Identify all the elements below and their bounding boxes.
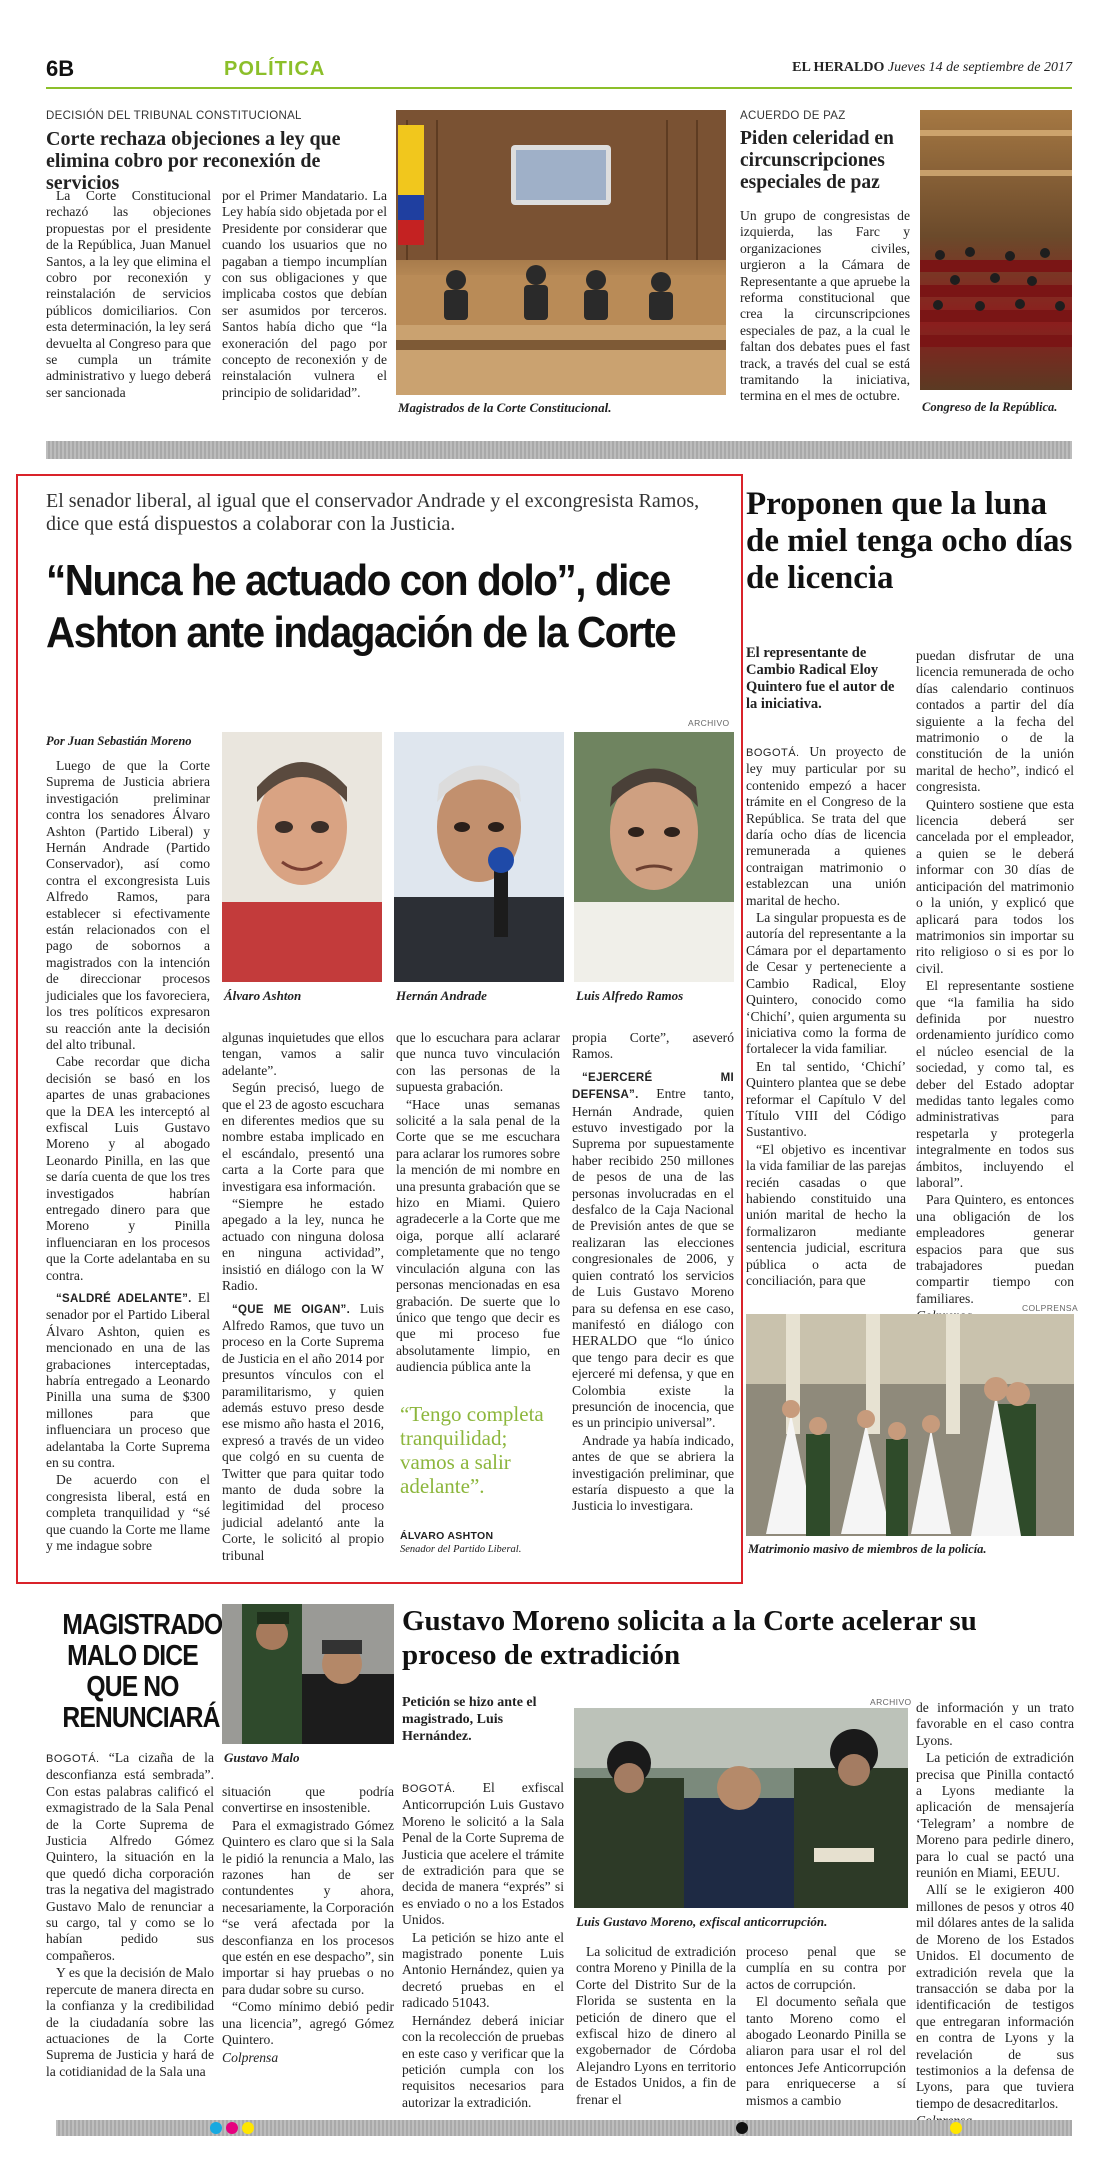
byline-author: Por Juan Sebastián Moreno <box>46 734 192 748</box>
paragraph: propia Corte”, aseveró Ramos. <box>572 1030 734 1062</box>
paragraph: Un grupo de congresistas de izquierda, las Farc y organizaciones civiles, urgieron a la Cámara de Representante a que apruebe la reforma constitucional que crea la circunscripciones especiales de paz, a la cual le faltan dos debates pues el fast track, a través del cual se está tramitando la iniciativa, termina en el mes de octubre. <box>740 208 910 404</box>
article-column <box>402 1780 564 2110</box>
print-register-bar <box>56 2120 1072 2136</box>
photo-credit: ARCHIVO <box>688 718 730 728</box>
subhead: “QUE ME OIGAN”. <box>232 1303 351 1316</box>
court-illustration <box>396 110 726 395</box>
photo-caption: Álvaro Ashton <box>224 988 302 1003</box>
paragraph: De acuerdo con el congresista liberal, está en completa tranquilidad y “sé que cuando la Corte me llame y me indague sobre <box>46 1472 210 1554</box>
paragraph: “Siempre he estado apegado a la ley, nunca he actuado con ninguna dolosa en ninguna actividad”, insistió en diálogo con la W Radio. <box>222 1196 384 1294</box>
photo-caption: Luis Gustavo Moreno, exfiscal anticorrupción. <box>576 1914 828 1929</box>
photo-congress <box>920 110 1072 390</box>
paragraph: Andrade ya había indicado, antes de que se abriera la investigación preliminar, que estaría dispuesto a que la Justicia lo investigara. <box>572 1432 734 1514</box>
kicker: DECISIÓN DEL TRIBUNAL CONSTITUCIONAL <box>46 110 302 122</box>
deck: El senador liberal, al igual que el conservador Andrade y el excongresista Ramos, dice que está dispuestos a colaborar con la Justicia. <box>46 490 700 535</box>
paragraph: Para Quintero, es entonces una obligación de los empleadores generar espacios para que sus trabajadores puedan compartir tiempo con familiares. <box>916 1192 1074 1306</box>
dateline: BOGOTÁ. <box>746 747 800 759</box>
portrait-illustration <box>574 732 734 982</box>
portrait-illustration <box>394 732 564 982</box>
pull-quote-role: Senador del Partido Liberal. <box>400 1544 522 1555</box>
paragraph: “Hace unas semanas solicité a la sala penal de la Corte que se me escuchara para aclarar los rumores sobre la mención de mi nombre en una presunta grabación que se hizo en Miami. Quiero agradecerle a la Corte que me oiga, porque allí aclararé completamente que no tengo vinculación alguna con las personas mencionadas en esa grabación. De suerte que lo único que tengo que decir es que mi proceso fue absolutamente limpio, en audiencia pública ante la <box>396 1096 560 1375</box>
paragraph: El documento señala que tanto Moreno como el abogado Leonardo Pinilla se aliaron para usar el rol del entonces Jefe Anticorrupción para enriquecerse a sí mismos a cambio <box>746 1994 906 2108</box>
paragraph: Luego de que la Corte Suprema de Justicia abriera investigación preliminar contra los senadores Álvaro Ashton (Partido Liberal) y Hernán Andrade (Partido Conservador), así como contra el excongresista Luis Alfredo Ramos, para establecer si efectivamente están relacionados con el pago de sobornos a magistrados con la intención de direccionar procesos judiciales que los favoreciera, los tres políticos expresaron su reacción ante la decisión del alto tribunal. <box>46 758 210 1052</box>
paragraph: situación que podría convertirse en insostenible. <box>222 1784 394 1816</box>
main-headline: “Nunca he actuado con dolo”, dice Ashton ante indagación de la Corte <box>46 556 676 657</box>
portrait-illustration <box>222 732 382 982</box>
paragraph: Un proyecto de ley muy particular por su contenido empezó a hacer trámite en el Congreso de la República. Se trata del que daría ocho días de licencia remunerada a quienes contraigan matrimonio o establezcan una unión marital de hecho. <box>746 744 906 908</box>
article-column <box>572 1030 734 1575</box>
paragraph: “El objetivo es incentivar la vida familiar de las parejas recién casadas o que habiendo constituido una unión marital de hecho la formalizaron mediante sentencia judicial, escritura pública o acta de conciliación, para que <box>746 1141 906 1288</box>
deck: Petición se hizo ante el magistrado, Luis Hernández. <box>402 1695 537 1744</box>
paragraph: Quintero sostiene que esta licencia deberá ser cancelada por el empleador, a quien se le deberá informar con 30 días de anticipación del matrimonio o la unión, y explicó que aplicará para todos los matrimonios sin importar su rito religioso o si es por lo civil. <box>916 796 1074 976</box>
paragraph: de información y un trato favorable en el caso contra Lyons. <box>916 1700 1074 1748</box>
header-rule <box>46 87 1072 89</box>
article-column <box>916 648 1074 1306</box>
paragraph: que lo escuchara para aclarar que nunca tuvo vinculación con las personas de la supuesta grabación. <box>396 1030 560 1095</box>
article-column <box>46 188 211 428</box>
registration-marks <box>210 2122 270 2134</box>
photo-hernan-andrade <box>394 732 564 982</box>
paragraph: El exfiscal Anticorrupción Luis Gustavo Moreno le solicitó a la Sala Penal de la Corte Suprema de Justicia que acelere el trámite de extradición para que se decida de manera “exprés” si es enviado o no a los Estados Unidos. <box>402 1780 564 1928</box>
photo-credit: ARCHIVO <box>870 1697 912 1707</box>
paragraph: Allí se le exigieron 400 millones de pesos y otros 40 mil dólares antes de la salida de Moreno de los Estados Unidos. El documento de extradición revela que la transacción se daba por la identificación de testigos que entregaran información en contra de Lyons y la revelación de sus testimonios a la defensa de Lyons, para que tuviera tiempo de desacreditarlos. <box>916 1882 1074 2111</box>
paragraph: El senador por el Partido Liberal Álvaro Ashton, quien es mencionado en una de las grabaciones interceptadas, habría entregado a Leonardo Pinilla una suma de $300 millones para que influenciara un proceso que adelantaba la Corte Suprema en su contra. <box>46 1290 210 1471</box>
dateline: BOGOTÁ. <box>46 1753 100 1765</box>
article-column <box>746 1944 906 2108</box>
paragraph: Hernández deberá iniciar con la recolección de pruebas en este caso y verificar que la petición cumpla con los requisitos necesarios para autorizar la extradición. <box>402 2012 564 2110</box>
photo-caption: Congreso de la República. <box>922 400 1058 414</box>
headline: MAGISTRADO MALO DICE QUE NO RENUNCIARÁ <box>62 1609 223 1734</box>
signature: Colprensa <box>222 2049 279 2065</box>
photo-caption: Gustavo Malo <box>224 1750 300 1765</box>
paragraph: En tal sentido, ‘Chichí’ Quintero plantea que se debe reformar el Capítulo V del Título VIII del Código Sustantivo. <box>746 1058 906 1140</box>
paragraph: La singular propuesta es de autoría del representante a la Cámara por el departamento de Cesar y perteneciente a Cambio Radical, Eloy Quintero, conocido como ‘Chichí’, quien argumenta su iniciativa como la forma de fortalecer la vida familiar. <box>746 910 906 1057</box>
paragraph: La petición se hizo ante el magistrado ponente Luis Antonio Hernández, quien ya decretó pruebas en el radicado 51043. <box>402 1929 564 2011</box>
photo-alvaro-ashton <box>222 732 382 982</box>
article-column <box>576 1944 736 2107</box>
photo-gustavo-malo <box>222 1604 394 1744</box>
paragraph: Para el exmagistrado Gómez Quintero es claro que si la Sala le pidió la renuncia a Malo, las razones han de ser contundentes y ahora, necesariamente, la Corporación “se verá afectada por la desconfianza en los procesos que estén en ese despacho”, sin importar si hay pruebas o no para dudar sobre su curso. <box>222 1817 394 1997</box>
paragraph: “La cizaña de la desconfianza está sembrada”. Con estas palabras calificó el exmagistrado de la Sala Penal de la Corte Suprema de Justicia Alfredo Gómez Quintero, la situación en la que quedó dicha corporación tras la negativa del magistrado Gustavo Malo de renunciar a su cargo, tal y como se lo habían pedido sus compañeros. <box>46 1750 214 1963</box>
paragraph: puedan disfrutar de una licencia remunerada de ocho días calendario continuos contados a partir del día siguiente a la fecha del matrimonio o de la constitución de la unión marital de hecho”, indicó el congresista. <box>916 648 1074 795</box>
article-column <box>396 1030 560 1375</box>
paragraph: por el Primer Mandatario. La Ley había sido objetada por el Presidente por considerar que cuando los usuarios que no pagaban a tiempo incumplían con sus obligaciones y que implicaba costos que debían ser asumidos por terceros. Santos había dicho que “la exoneración del pago por concepto de reconexión y de reinstalación vulnera el principio de solidaridad”. <box>222 188 387 400</box>
paragraph: Luis Alfredo Ramos, que tuvo un proceso en la Corte Suprema de Justicia en el año 2014 por presuntos vínculos con el paramilitarismo, y quien además estuvo preso desde ese mismo año hasta el 2016, expresó a través de un video que colgó en su cuenta de Twitter que para quitar todo manto de duda sobre la legitimidad del proceso judicial adelantó ante la Corte, le solicitó al propio tribunal <box>222 1300 385 1563</box>
photo-luis-gustavo-moreno <box>574 1708 908 1908</box>
article-column <box>222 1784 394 2084</box>
photo-caption: Magistrados de la Corte Constitucional. <box>398 400 612 415</box>
paragraph: Y es que la decisión de Malo repercute de manera directa en la confianza y la credibilidad de la ciudadanía sobre las actuaciones de la Corte Suprema de Justicia y hará de la cotidianidad de la Sala una <box>46 1965 214 2079</box>
magenta-dot <box>226 2122 238 2134</box>
paragraph: proceso penal que se cumplía en su contra por actos de corrupción. <box>746 1944 906 1992</box>
article-column <box>916 1700 1074 2111</box>
headline: Piden celeridad en circunscripciones especiales de paz <box>740 128 894 193</box>
police-escort-illustration <box>574 1708 908 1908</box>
yellow-dot <box>242 2122 254 2134</box>
paragraph: Según precisó, luego de que el 23 de agosto escuchara en diferentes medios que su nombre estaba implicado en el escándalo, presentó una carta a la Corte para que investigara esa información. <box>222 1080 384 1194</box>
dateline: BOGOTÁ. <box>402 1783 456 1795</box>
article-column <box>222 1030 384 1575</box>
headline: Proponen que la luna de miel tenga ocho días de licencia <box>746 486 1073 596</box>
newspaper-name: EL HERALDO <box>792 60 885 75</box>
pull-quote-name: ÁLVARO ASHTON <box>400 1530 494 1542</box>
masthead <box>792 60 1072 76</box>
photo-mass-wedding <box>746 1314 1074 1536</box>
photo-caption: Luis Alfredo Ramos <box>576 988 684 1003</box>
subhead: “SALDRÉ ADELANTE”. <box>56 1293 192 1305</box>
paragraph: algunas inquietudes que ellos tengan, vamos a salir adelante”. <box>222 1030 384 1078</box>
photo-caption: Matrimonio masivo de miembros de la policía. <box>748 1542 987 1556</box>
wedding-illustration <box>746 1314 1074 1536</box>
article-column <box>222 188 387 428</box>
page-number: 6B <box>46 56 75 81</box>
photo-luis-alfredo-ramos <box>574 732 734 982</box>
pull-quote: “Tengo completa tranquilidad; vamos a salir adelante”. <box>400 1402 544 1498</box>
photo-credit: COLPRENSA <box>1022 1303 1079 1313</box>
article-column <box>46 1750 214 2080</box>
byline <box>46 734 192 749</box>
paragraph: La petición de extradición precisa que Pinilla contactó a Lyons mediante la aplicación de mensajería ‘Telegram’ a nombre de Moreno para pedirle dinero, para lo cual se pactó una reunión en Miami, EEUU. <box>916 1750 1074 1881</box>
photo-caption: Hernán Andrade <box>396 988 487 1003</box>
section-label: POLÍTICA <box>224 58 326 80</box>
issue-date: Jueves 14 de septiembre de 2017 <box>887 60 1072 75</box>
kicker: ACUERDO DE PAZ <box>740 110 846 122</box>
headline: Gustavo Moreno solicita a la Corte acelerar su proceso de extradición <box>402 1605 977 1671</box>
portrait-illustration <box>222 1604 394 1744</box>
paragraph: El representante sostiene que “la familia ha sido definida por nuestro ordenamiento jurídico como el núcleo esencial de la sociedad, y como tal, es deber del Estado adoptar medidas tanto legales como administrativas para respetarla y protegerla integralmente en todos sus ámbitos, incluyendo el laboral”. <box>916 978 1074 1190</box>
paragraph: La Corte Constitucional rechazó las objeciones propuestas por el presidente de la República, Juan Manuel Santos, a la ley que elimina el cobro por reconexión y reinstalación de servicios públicos domiciliarios. Con esta determinación, la ley será devuelta al Congreso para que se cumpla un trámite administrativo y luego deberá ser sancionada <box>46 188 211 400</box>
paragraph: Cabe recordar que dicha decisión se basó en los apartes de unas grabaciones que la DEA les interceptó al exfiscal Luis Gustavo Moreno y al abogado Leonardo Pinilla, en las que se daría cuenta de que los tres investigados habrían entregado dinero para que Moreno y Pinilla influenciaran en los procesos que la Corte adelantaba en su contra. <box>46 1054 210 1283</box>
headline: Corte rechaza objeciones a ley que elimina cobro por reconexión de servicios <box>46 128 341 194</box>
section-divider-bar <box>46 441 1072 459</box>
black-dot <box>736 2122 748 2134</box>
paragraph: “Como mínimo debió pedir una licencia”, agregó Gómez Quintero. <box>222 1999 394 2048</box>
article-column <box>746 744 906 1304</box>
paragraph: La solicitud de extradición contra Moreno y Pinilla de la Corte del Distrito Sur de la Florida se sustenta en la petición de dinero que el exfiscal hizo de dinero al exgobernador de Córdoba Alejandro Lyons en territorio de Estados Unidos, a fin de frenar el <box>576 1944 736 2107</box>
congress-illustration <box>920 110 1072 390</box>
article-column <box>740 208 910 433</box>
cyan-dot <box>210 2122 222 2134</box>
subhead: “EJERCERÉ MI DEFENSA”. <box>572 1071 734 1102</box>
yellow-dot <box>950 2122 962 2134</box>
article-column <box>46 758 210 1573</box>
paragraph: Entre tanto, Hernán Andrade, quien estuvo investigado por la Suprema por supuestamente haber recibido 250 millones de pesos de una de las personas involucradas en el desfalco de la Caja Nacional de Previsión antes de que se realizaran las elecciones congresionales de 2006, y quien contrató los servicios de Luis Gustavo Moreno para su defensa en ese caso, manifestó en diálogo con HERALDO que “lo único que tengo para decir es que ejerceré mi defensa, y que en Colombia existe la presunción de inocencia, que es un principio universal”. <box>572 1086 734 1431</box>
deck: El representante de Cambio Radical Eloy Quintero fue el autor de la iniciativa. <box>746 645 895 712</box>
photo-court-session <box>396 110 726 395</box>
